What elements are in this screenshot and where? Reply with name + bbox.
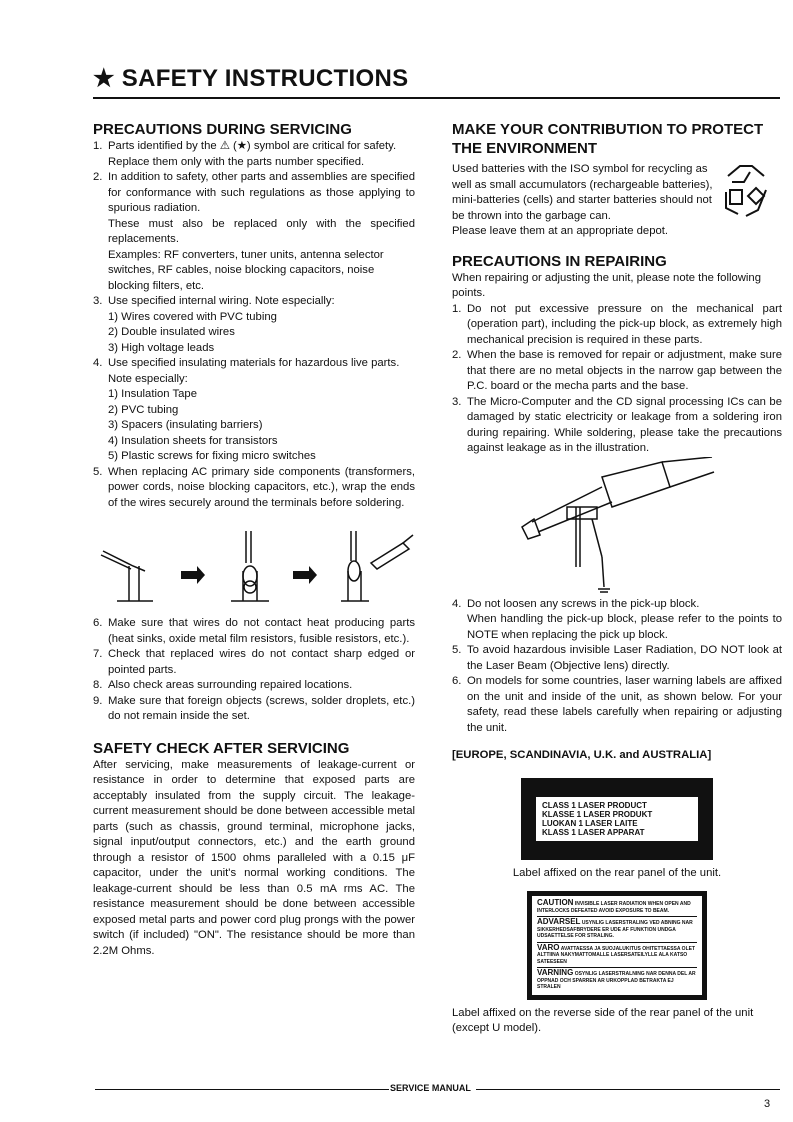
heading-safety-check: SAFETY CHECK AFTER SERVICING	[93, 739, 350, 757]
terminal-step3	[341, 531, 413, 601]
label-line: KLASSE 1 LASER PRODUKT	[542, 809, 653, 819]
footer-rule-left	[95, 1089, 389, 1090]
heading-precautions-repairing: PRECAUTIONS IN REPAIRING	[452, 252, 667, 270]
list-item: 3. Use specified internal wiring. Note especially: 1) Wires covered with PVC tubing 2) Double insulated wires 3) High voltage leads	[93, 294, 415, 356]
heading-environment-1: MAKE YOUR CONTRIBUTION TO PROTECT	[452, 121, 764, 138]
repairing-list-continued	[452, 597, 782, 737]
left-column	[93, 120, 415, 959]
heading-precautions-servicing: PRECAUTIONS DURING SERVICING	[93, 121, 352, 138]
list-item: 7. Check that replaced wires do not contact sharp edged or pointed parts.	[93, 648, 415, 676]
list-item: 6. On models for some countries, laser warning labels are affixed on the unit and inside of the unit, as shown below. For your safety, read these labels carefully when repairing or adjusting the unit.	[452, 675, 782, 734]
list-item: 5. To avoid hazardous invisible Laser Radiation, DO NOT look at the Laser Beam (Objective lens) directly.	[452, 644, 782, 672]
recycle-battery-icon	[720, 162, 772, 220]
heading-environment-2: THE ENVIRONMENT	[452, 140, 598, 157]
footer-label: SERVICE MANUAL	[390, 1083, 471, 1093]
sub-item: 1) Wires covered with PVC tubing	[108, 310, 277, 323]
safety-check-body: After servicing, make measurements of leakage-current or resistance in order to determine that exposed parts are acceptably insulated from the supply circuit. The leakage-current measurement should be done between accessible metal parts (such as chassis, ground terminal, microphone jacks, signal input/output connectors, etc.) and the earth ground through a resistor of 1500 ohms paralleled with a 0.15 μF capacitor, under the unit's normal working conditions. The leakage-current should be less than 0.5 mA rms AC. The resistance measurement should be done between accessible exposed metal parts and power cord plug prongs with the power switch (if included) "ON". The resistance should be more than 2.2M Ohms.	[93, 758, 415, 957]
footer-rule-right	[476, 1089, 780, 1090]
title-rule	[93, 97, 780, 99]
label1-caption: Label affixed on the rear panel of the unit.	[512, 866, 722, 879]
sub-item: 2) Double insulated wires	[108, 326, 235, 338]
label2-caption-2: (except U model).	[452, 1022, 542, 1034]
list-item: 6. Make sure that wires do not contact heat producing parts (heat sinks, oxide metal film resistors, fusible resistors, etc.).	[93, 617, 415, 645]
list-item: 2. When the base is removed for repair or adjustment, make sure that there are no metal objects in the narrow gap between the P.C. board or the mecha parts and the base.	[452, 349, 782, 392]
list-item: 1. Do not put excessive pressure on the mechanical part (operation part), including the pick-up block, as extremely high mechanical precision is required in these parts.	[452, 302, 782, 346]
examples-text: Examples: RF converters, tuner units, antenna selector switches, RF cables, noise blocking capacitors, noise blocking filters, etc.	[108, 248, 384, 292]
environment-body-2: Please leave them at an appropriate depot.	[452, 225, 669, 237]
list-item: 4. Do not loosen any screws in the pick-up block. When handling the pick-up block, please refer to the points to NOTE when replacing the pick up block.	[452, 597, 782, 641]
list-item: 2. In addition to safety, other parts and assemblies are specified for conformance with such regulations as those applying to spurious radiation. These must also be replaced only with the specified replacements. Examples: RF converters, tuner units, antenna selector switches, RF cables, noise blocking capacitors, noise blocking filters, etc.	[93, 170, 415, 294]
page-title: ★ SAFETY INSTRUCTIONS	[93, 65, 409, 92]
terminal-step1	[101, 551, 153, 601]
label2-caption-1: Label affixed on the reverse side of the rear panel of the unit	[452, 1006, 754, 1019]
list-item: 4. Use specified insulating materials for hazardous live parts. Note especially: 1) Insulation Tape 2) PVC tubing 3) Spacers (insulating barriers) 4) Insulation sheets for transistors 5) Plastic screws for fixing micro switches	[93, 356, 415, 465]
list-item: 1. Parts identified by the ⚠ (★) symbol are critical for safety. Replace them only with the parts number specified.	[93, 140, 397, 168]
page-number: 3	[764, 1098, 771, 1110]
wire-wrap-illustration	[93, 531, 415, 606]
sub-item: 3) High voltage leads	[108, 341, 215, 354]
servicing-list-continued	[93, 616, 415, 725]
terminal-step2	[231, 531, 269, 601]
sub-item: 4) Insulation sheets for transistors	[108, 434, 278, 447]
repairing-list	[452, 302, 782, 457]
sub-item: 2) PVC tubing	[108, 403, 179, 416]
list-item: 5. When replacing AC primary side components (transformers, power cords, noise blocking capacitors, etc.), wrap the ends of the wires securely around the terminals before soldering.	[93, 465, 415, 509]
wire-wrap-figure	[93, 531, 415, 606]
soldering-iron-figure	[452, 457, 782, 597]
list-item: 8. Also check areas surrounding repaired locations.	[93, 679, 353, 691]
label-line: LUOKAN 1 LASER LAITE	[542, 818, 638, 828]
region-heading: [EUROPE, SCANDINAVIA, U.K. and AUSTRALIA]	[452, 749, 712, 761]
soldering-iron-illustration	[452, 457, 782, 597]
label-line: CLASS 1 LASER PRODUCT	[542, 800, 647, 810]
servicing-list	[93, 139, 415, 511]
arrow-right-icon	[181, 566, 205, 584]
repairing-intro: When repairing or adjusting the unit, please note the following points.	[452, 271, 761, 299]
arrow-right-icon	[293, 566, 317, 584]
sub-item: 5) Plastic screws for fixing micro switches	[108, 450, 316, 462]
environment-body: Used batteries with the ISO symbol for recycling as well as small accumulators (rechargeable batteries), mini-batteries (cells) and starter batteries should not be thrown into the garbage can.	[452, 163, 713, 222]
laser-class-label	[521, 778, 713, 860]
sub-item: 1) Insulation Tape	[108, 388, 197, 400]
list-item: 9. Make sure that foreign objects (screws, solder droplets, etc.) do not remain inside the set.	[93, 694, 415, 722]
sub-item: 3) Spacers (insulating barriers)	[108, 419, 263, 431]
right-column	[452, 120, 782, 1037]
label-line: KLASS 1 LASER APPARAT	[542, 827, 645, 837]
list-item: 3. The Micro-Computer and the CD signal processing ICs can be damaged by static electricity or leakage from a soldering iron during repairing. While soldering, please take the precautions against leakage as in the illustration.	[452, 395, 782, 454]
laser-warning-label: CAUTION INVISIBLE LASER RADIATION WHEN OPEN AND INTERLOCKS DEFEATED AVOID EXPOSURE TO BEAM. ADVARSEL USYNLIG LASERSTRALING VED ABNING NAR SIKKERHEDSAFBRYDERE ER UDE AF FUNKTION UNDGA UDSAETTELSE FOR STRALING. VARO AVATTAESSA JA SUOJALUKITUS OHITETTAESSA OLET ALTTIINA NAKYMATTOMALLE LASERSATEILYLLE ALA KATSO SATEESEEN VARNING OSYNLIG LASERSTRALNING NAR DENNA DEL AR OPPNAD OCH SPARREN AR URKOPPLAD BETRAKTA EJ STRALEN	[527, 891, 707, 1000]
